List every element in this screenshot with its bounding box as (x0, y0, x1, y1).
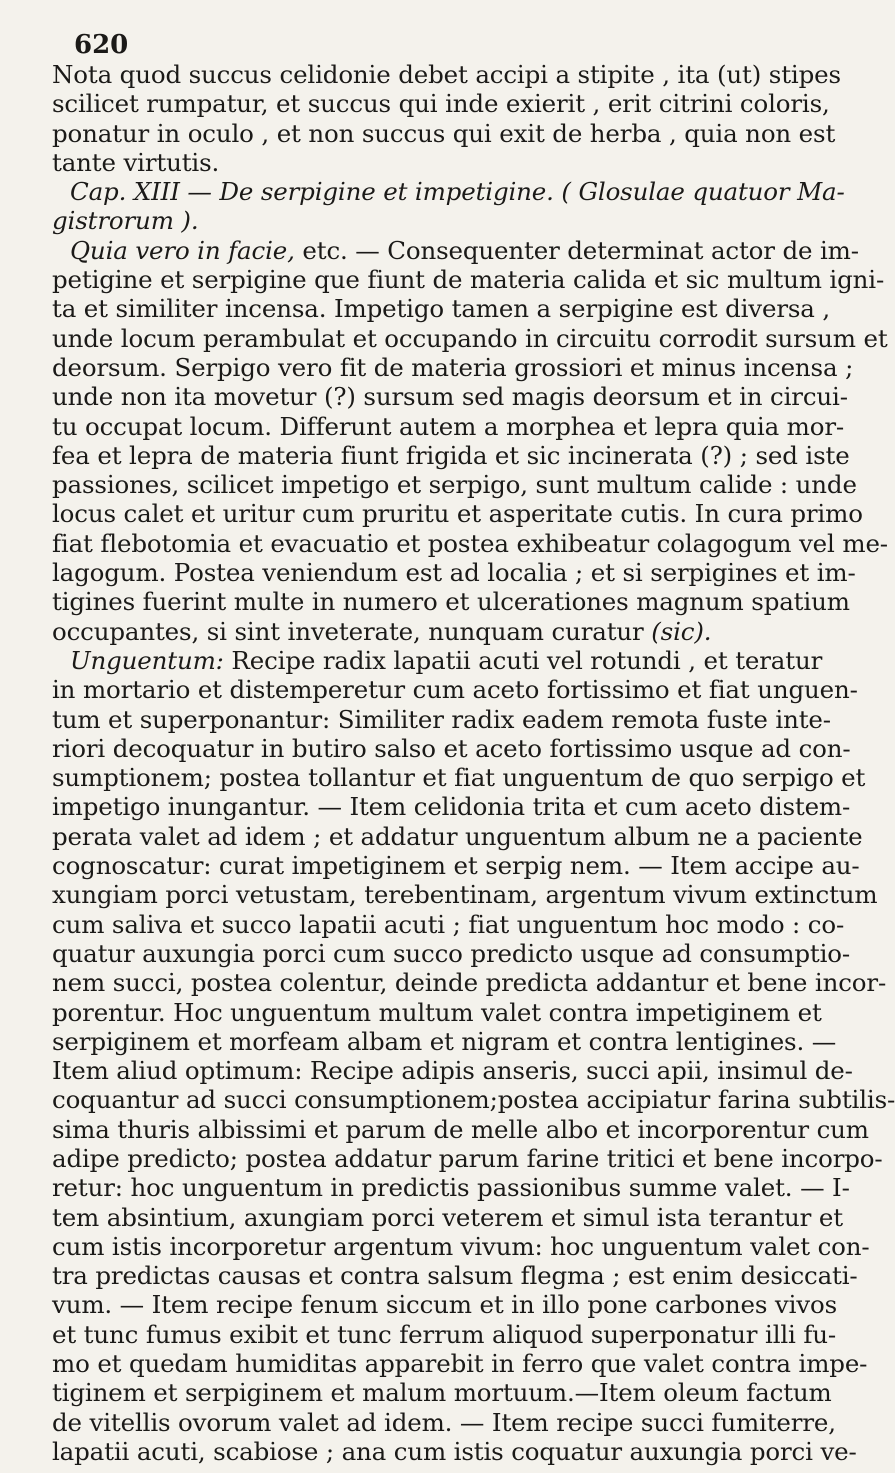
line-text: mo et quedam humiditas apparebit in ferro que valet contra impe- (52, 1349, 868, 1379)
line-text: cum istis incorporetur argentum vivum: hoc unguentum valet con- (52, 1231, 870, 1261)
line-text: unde non ita movetur (?) sursum sed magis deorsum et in circui- (52, 382, 848, 412)
line-text: lapatii acuti, scabiose ; ana cum istis coquatur auxungia porci ve- (52, 1436, 857, 1466)
text-line (52, 821, 863, 851)
line-text: locus calet et uritur cum pruritu et asperitate cutis. In cura primo (52, 499, 863, 529)
text-line (52, 1349, 868, 1379)
text-line (52, 792, 851, 822)
line-text: nem succi, postea colentur, deinde predicta addantur et bene incor- (52, 968, 887, 998)
text-line (52, 60, 841, 89)
text-line (52, 148, 762, 177)
line-text: impetigo inungantur. — Item celidonia trita et cum aceto distem- (52, 792, 851, 822)
text-line (52, 968, 887, 998)
text-line (52, 617, 762, 646)
line-text: ta et similiter incensa. Impetigo tamen a serpigine est diversa , (52, 294, 831, 324)
text-line (52, 528, 888, 558)
text-line (52, 265, 885, 295)
line-text: passiones, scilicet impetigo et serpigo, sunt multum calide : unde (52, 470, 857, 500)
text-line (52, 587, 850, 617)
line-text: etc. — Consequenter determinat actor de im- (294, 235, 859, 265)
text-line (52, 352, 854, 382)
text-line (52, 411, 845, 441)
text-line (52, 499, 863, 529)
line-text: lagogum. Postea veniendum est ad localia ; et si serpigines et im- (52, 558, 856, 588)
line-text: ponatur in oculo , et non succus qui exit de herba , quia non est (52, 118, 836, 148)
line-text: tigines fuerint multe in numero et ulcerationes magnum spatium (52, 587, 850, 617)
heading-text: gistrorum ). (52, 206, 199, 236)
text-line (52, 1436, 857, 1466)
text-line (52, 675, 858, 705)
line-text: xungiam porci vetustam, terebentinam, argentum vivum extinctum (52, 880, 878, 910)
text-line (52, 1114, 869, 1144)
heading-text: Cap. XIII — De serpigine et impetigine. ( Glosulae quatuor Ma- (70, 177, 845, 207)
text-line (52, 880, 878, 910)
text-line (52, 1378, 832, 1408)
line-text: tem absintium, axungiam porci veterem et simul ista terantur et (52, 1202, 843, 1232)
line-text: quatur auxungia porci cum succo predicto usque ad consumptio- (52, 938, 850, 968)
line-text: sima thuris albissimi et parum de melle albo et incorporentur cum (52, 1114, 869, 1144)
text-line (52, 470, 857, 500)
line-text: de vitellis ovorum valet ad idem. — Item recipe succi fumiterre, (52, 1407, 836, 1437)
line-text: vum. — Item recipe fenum siccum et in illo pone carbones vivos (52, 1290, 838, 1320)
text-line (52, 440, 850, 470)
text-line (52, 1173, 850, 1203)
text-line (52, 704, 831, 734)
text-line (52, 938, 850, 968)
text-line (52, 177, 845, 207)
italic-prefix: Unguentum: (70, 645, 224, 675)
text-line (52, 645, 823, 675)
line-text: Recipe radix lapatii acuti vel rotundi , et teratur (223, 645, 823, 675)
text-line (52, 558, 856, 588)
text-line (52, 1026, 837, 1056)
text-line (52, 733, 851, 763)
italic-prefix: Quia vero in facie, (70, 235, 295, 265)
line-text: occupantes, si sint inveterate, nunquam curatur (52, 616, 644, 646)
text-line (52, 118, 836, 148)
line-text: cognoscatur: curat impetiginem et serpig nem. — Item accipe au- (52, 851, 860, 881)
line-text: tiginem et serpiginem et malum mortuum.—Item oleum factum (52, 1378, 832, 1408)
line-text: unde locum perambulat et occupando in circuitu corrodit sursum et (52, 323, 888, 353)
text-line (52, 851, 860, 881)
page-number: 620 (74, 30, 129, 60)
text-line (52, 1202, 843, 1232)
line-text: sumptionem; postea tollantur et fiat unguentum de quo serpigo et (52, 763, 866, 793)
text-line (52, 1261, 858, 1291)
text-line (52, 1319, 837, 1349)
text-line (52, 1085, 895, 1115)
line-text: tu occupat locum. Differunt autem a morphea et lepra quia mor- (52, 411, 845, 441)
line-text: riori decoquatur in butiro salso et aceto fortissimo usque ad con- (52, 733, 851, 763)
text-line (52, 89, 830, 119)
line-text: et tunc fumus exibit et tunc ferrum aliquod superponatur illi fu- (52, 1319, 837, 1349)
line-text: Nota quod succus celidonie debet accipi a stipite , ita (ut) stipes (52, 60, 841, 89)
line-text: in mortario et distemperetur cum aceto fortissimo et fiat unguen- (52, 675, 858, 705)
line-text: scilicet rumpatur, et succus qui inde exierit , erit citrini coloris, (52, 89, 830, 119)
line-text: Item aliud optimum: Recipe adipis anseris, succi apii, insimul de- (52, 1056, 853, 1086)
line-text: tum et superponantur: Similiter radix eadem remota fuste inte- (52, 704, 831, 734)
line-text: fea et lepra de materia fiunt frigida et sic incinerata (?) ; sed iste (52, 440, 850, 470)
text-line (52, 997, 822, 1027)
line-text: serpiginem et morfeam albam et nigram et contra lentigines. — (52, 1026, 837, 1056)
text-line (52, 909, 845, 939)
line-text: deorsum. Serpigo vero fit de materia grossiori et minus incensa ; (52, 352, 854, 382)
italic-suffix: (sic). (643, 616, 712, 646)
text-line (52, 763, 866, 793)
line-text: retur: hoc unguentum in predictis passionibus summe valet. — I- (52, 1173, 850, 1203)
text-line (52, 1231, 870, 1261)
text-line (52, 382, 848, 412)
text-body (52, 60, 895, 1466)
line-text: coquantur ad succi consumptionem;postea accipiatur farina subtilis- (52, 1085, 895, 1115)
text-line (52, 1290, 838, 1320)
text-line (52, 294, 831, 324)
line-text: porentur. Hoc unguentum multum valet contra impetiginem et (52, 997, 822, 1027)
text-line (52, 323, 888, 353)
line-text: adipe predicto; postea addatur parum farine tritici et bene incorpo- (52, 1143, 883, 1173)
text-line (52, 1407, 836, 1437)
text-line (52, 235, 859, 265)
line-text: petigine et serpigine que fiunt de materia calida et sic multum igni- (52, 265, 885, 295)
line-text: fiat flebotomia et evacuatio et postea exhibeatur colagogum vel me- (52, 528, 888, 558)
line-text: perata valet ad idem ; et addatur unguentum album ne a paciente (52, 821, 863, 851)
line-text: tante virtutis. (52, 147, 220, 177)
line-text: tra predictas causas et contra salsum flegma ; est enim desiccati- (52, 1261, 858, 1291)
text-line (52, 206, 762, 235)
text-line (52, 1143, 883, 1173)
text-line (52, 1056, 853, 1086)
line-text: cum saliva et succo lapatii acuti ; fiat unguentum hoc modo : co- (52, 909, 845, 939)
